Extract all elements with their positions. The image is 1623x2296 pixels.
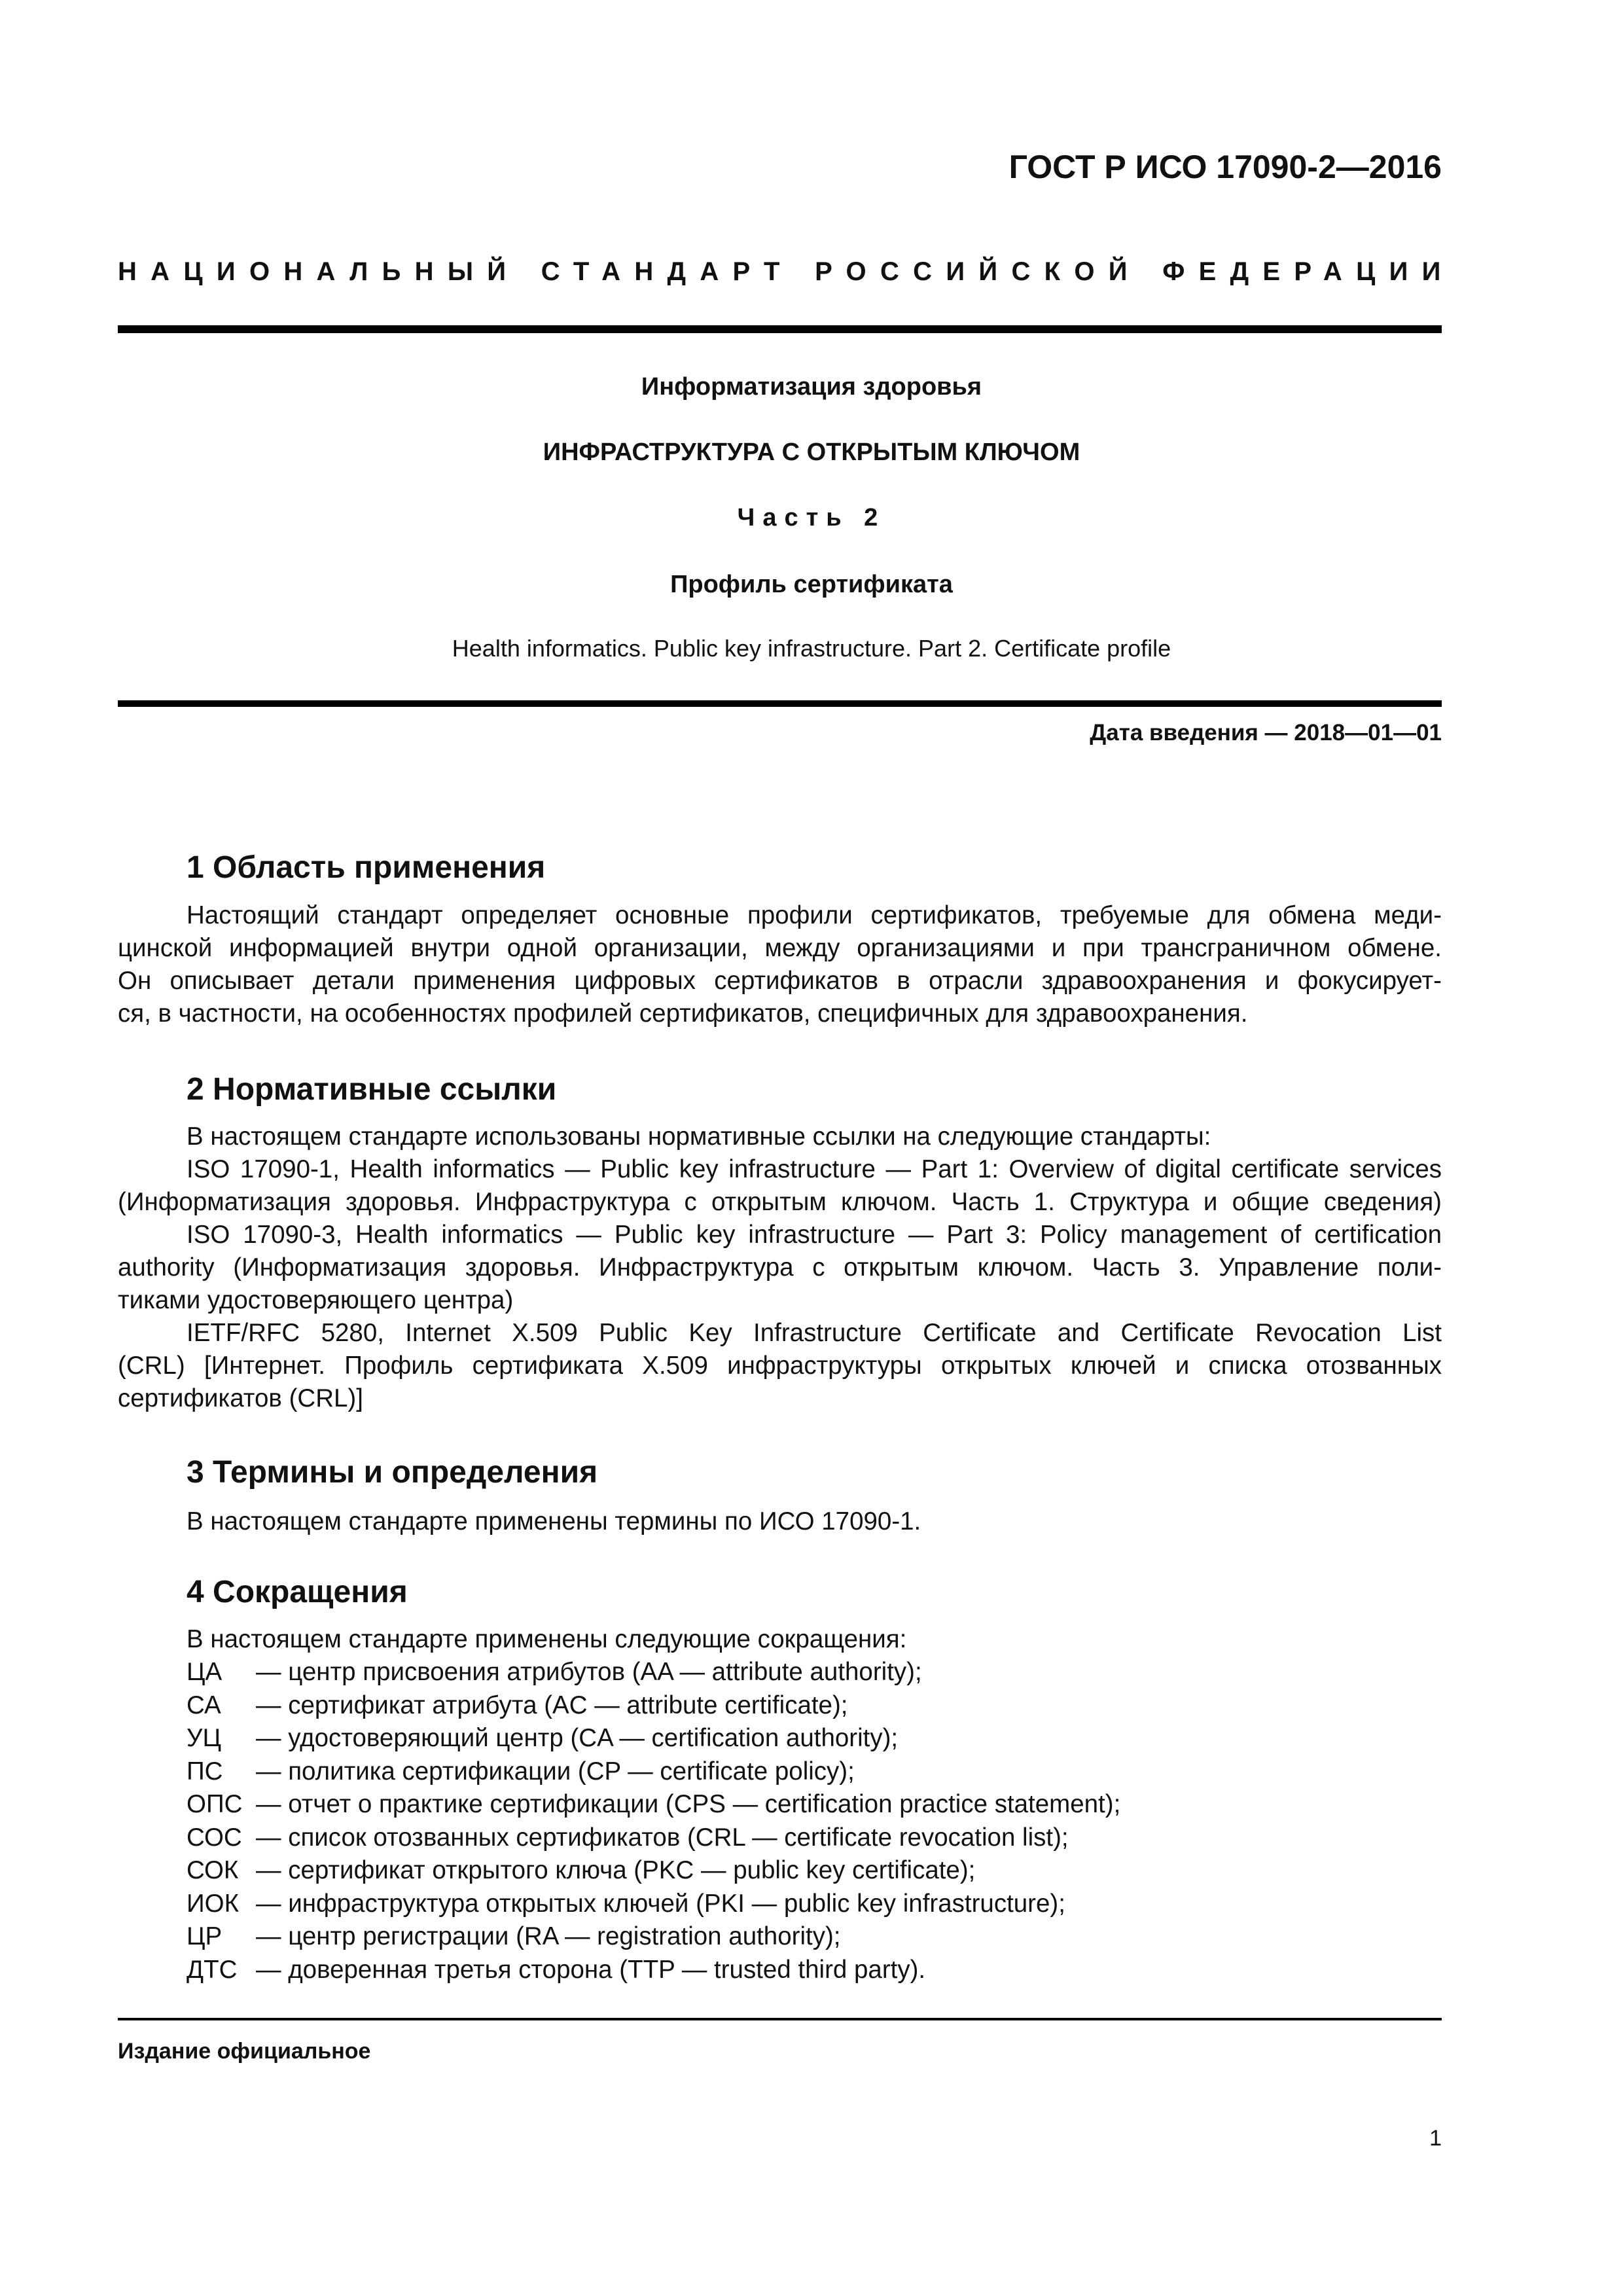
abbreviation-definition: — список отозванных сертификатов (CRL — certificate revocation list); bbox=[256, 1823, 1069, 1852]
edition-label: Издание официальное bbox=[118, 2039, 371, 2064]
abbreviation-definition: — инфраструктура открытых ключей (PKI — public key infrastructure); bbox=[256, 1889, 1065, 1918]
abbreviation-item bbox=[187, 1920, 840, 1954]
title-main: ИНФРАСТРУКТУРА С ОТКРЫТЫМ КЛЮЧОМ bbox=[543, 439, 1080, 466]
paragraph-line: Он описывает детали применения цифровых сертификатов в отрасли здравоохранения и фокусирует- bbox=[118, 967, 1442, 995]
abbreviation-key: ЦА bbox=[187, 1658, 223, 1686]
abbreviation-definition: — центр присвоения атрибутов (AA — attribute authority); bbox=[256, 1658, 922, 1686]
abbreviation-key: ЦР bbox=[187, 1922, 223, 1950]
abbreviation-definition: — удостоверяющий центр (CA — certification authority); bbox=[256, 1724, 899, 1752]
title-rule bbox=[118, 700, 1442, 707]
abbreviation-item bbox=[187, 1854, 975, 1888]
reference-line: ISO 17090-1, Health informatics — Public key infrastructure — Part 1: Overview of digital certificate services bbox=[187, 1155, 1442, 1183]
abbreviation-item bbox=[187, 1788, 1120, 1821]
national-standard-banner: НАЦИОНАЛЬНЫЙ СТАНДАРТ РОССИЙСКОЙ ФЕДЕРАЦИИ bbox=[118, 257, 1455, 286]
abbreviation-item bbox=[187, 1656, 922, 1689]
section-heading-references: 2 Нормативные ссылки bbox=[187, 1072, 557, 1107]
abbreviation-key: СА bbox=[187, 1691, 221, 1719]
abbreviation-item bbox=[187, 1821, 1069, 1855]
references-intro: В настоящем стандарте использованы нормативные ссылки на следующие стандарты: bbox=[187, 1122, 1211, 1151]
abbreviation-item bbox=[187, 1755, 855, 1789]
abbreviation-item bbox=[187, 1888, 1065, 1921]
abbreviation-key: ПС bbox=[187, 1757, 223, 1785]
abbreviation-definition: — политика сертификации (CP — certificate policy); bbox=[256, 1757, 855, 1785]
reference-line: (CRL) [Интернет. Профиль сертификата X.509 инфраструктуры открытых ключей и списка отозванных bbox=[118, 1352, 1442, 1380]
abbreviation-key: СОК bbox=[187, 1856, 239, 1884]
abbreviation-key: ОПС bbox=[187, 1790, 243, 1818]
section-heading-abbreviations: 4 Сокращения bbox=[187, 1575, 408, 1609]
paragraph-line: цинской информацией внутри одной организации, между организациями и при трансграничном обмене. bbox=[118, 934, 1442, 962]
introduction-date: Дата введения — 2018—01—01 bbox=[1090, 720, 1442, 745]
terms-text: В настоящем стандарте применены термины по ИСО 17090-1. bbox=[187, 1507, 921, 1535]
abbreviation-definition: — сертификат атрибута (AC — attribute certificate); bbox=[256, 1691, 848, 1719]
abbreviation-key: ДТС bbox=[187, 1955, 238, 1984]
abbreviation-key: ИОК bbox=[187, 1889, 240, 1918]
abbreviation-definition: — сертификат открытого ключа (PKC — public key certificate); bbox=[256, 1856, 976, 1884]
title-field: Информатизация здоровья bbox=[641, 373, 982, 401]
section-heading-terms: 3 Термины и определения bbox=[187, 1455, 598, 1490]
abbreviation-key: УЦ bbox=[187, 1724, 221, 1752]
footer-rule bbox=[118, 2018, 1442, 2020]
abbreviation-key: СОС bbox=[187, 1823, 242, 1852]
reference-line: authority (Информатизация здоровья. Инфраструктура с открытым ключом. Часть 3. Управление поли- bbox=[118, 1253, 1442, 1282]
title-subtitle: Профиль сертификата bbox=[670, 571, 953, 598]
paragraph-line: Настоящий стандарт определяет основные профили сертификатов, требуемые для обмена меди- bbox=[187, 901, 1442, 929]
abbreviation-item bbox=[187, 1722, 898, 1755]
document-number: ГОСТ Р ИСО 17090-2—2016 bbox=[1008, 149, 1442, 185]
abbreviation-item bbox=[187, 1954, 925, 1987]
reference-line: (Информатизация здоровья. Инфраструктура с открытым ключом. Часть 1. Структура и общие сведения) bbox=[118, 1188, 1442, 1216]
reference-line: ISO 17090-3, Health informatics — Public key infrastructure — Part 3: Policy management of certification bbox=[187, 1221, 1442, 1249]
title-english: Health informatics. Public key infrastructure. Part 2. Certificate profile bbox=[452, 635, 1171, 662]
abbreviations-intro: В настоящем стандарте применены следующие сокращения: bbox=[187, 1625, 907, 1653]
reference-line: IETF/RFC 5280, Internet X.509 Public Key Infrastructure Certificate and Certificate Revocation List bbox=[187, 1319, 1442, 1347]
abbreviation-definition: — отчет о практике сертификации (CPS — certification practice statement); bbox=[256, 1790, 1121, 1818]
paragraph-line: ся, в частности, на особенностях профилей сертификатов, специфичных для здравоохранения. bbox=[118, 999, 1248, 1028]
reference-line: тиками удостоверяющего центра) bbox=[118, 1286, 514, 1314]
title-part: Часть 2 bbox=[737, 504, 886, 531]
abbreviation-definition: — центр регистрации (RA — registration authority); bbox=[256, 1922, 841, 1950]
abbreviation-item bbox=[187, 1689, 848, 1723]
reference-line: сертификатов (CRL)] bbox=[118, 1384, 363, 1412]
abbreviation-definition: — доверенная третья сторона (TTP — trusted third party). bbox=[256, 1955, 926, 1984]
page-number: 1 bbox=[1429, 2126, 1442, 2151]
header-rule bbox=[118, 325, 1442, 333]
section-heading-scope: 1 Область применения bbox=[187, 850, 546, 885]
